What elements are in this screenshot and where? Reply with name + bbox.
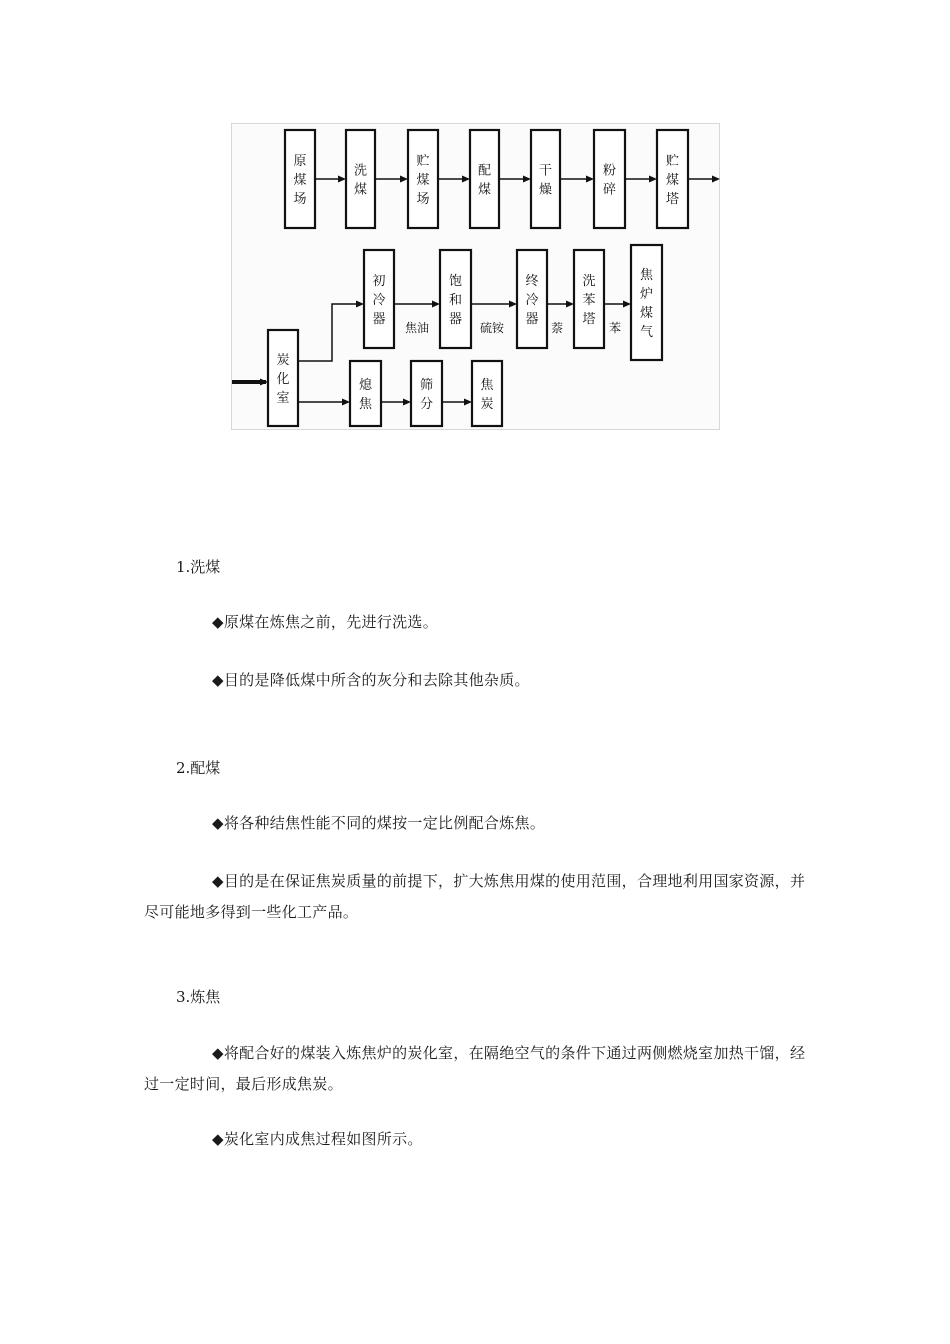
- box-carbonization-chamber: [268, 330, 298, 426]
- box-coal-blending-frame: [470, 130, 499, 228]
- box-coal-tower: [657, 130, 688, 228]
- box-coal-storage-yard-label: 贮煤场: [416, 154, 430, 207]
- arrow-row1-0-head: [338, 176, 346, 183]
- box-coke-quenching: [350, 361, 381, 426]
- box-coal-tower-label: 贮煤塔: [665, 154, 680, 207]
- box-coal-storage-yard: [408, 130, 438, 228]
- coking-item-1: ◆将配合好的煤装入炼焦炉的炭化室，在隔绝空气的条件下通过两侧燃烧室加热干馏，经过一定时间，最后形成焦炭。: [144, 1044, 806, 1093]
- box-primary-cooler: [364, 250, 394, 348]
- arrow-row1-4-head: [586, 176, 594, 183]
- edge-label-ammonium-sulfate: 硫铵: [479, 321, 505, 335]
- box-coal-blending-label: 配煤: [477, 163, 492, 198]
- arrow-row2-1-head: [509, 301, 517, 308]
- flow-diagram-canvas: [232, 124, 721, 431]
- box-saturator-label: 饱和器: [448, 274, 463, 327]
- box-coke-quenching-frame: [350, 361, 381, 426]
- edge-label-tar: 焦油: [404, 321, 430, 335]
- box-benzene-scrubber: [574, 250, 604, 348]
- wash-coal-item-1: ◆原煤在炼焦之前，先进行洗选。: [212, 613, 439, 631]
- section-heading-blend-coal: 2.配煤: [176, 759, 221, 777]
- box-primary-cooler-label: 初冷器: [372, 274, 386, 327]
- blend-coal-item-2: ◆目的是在保证焦炭质量的前提下，扩大炼焦用煤的使用范围，合理地利用国家资源，并尽可能地多得到一些化工产品。: [144, 872, 806, 921]
- box-coal-blending: [470, 130, 499, 228]
- arrow-row1-5-head: [649, 176, 657, 183]
- box-carbonization-chamber-label: 炭化室: [276, 353, 290, 406]
- arrow-row2-3-head: [623, 301, 631, 308]
- box-screening-frame: [411, 361, 442, 426]
- box-screening: [411, 361, 442, 426]
- arrow-row1-2-head: [462, 176, 470, 183]
- box-final-cooler: [517, 250, 547, 348]
- box-raw-coal-yard: [285, 130, 315, 228]
- coking-item-2: ◆炭化室内成焦过程如图所示。: [212, 1130, 423, 1148]
- edge-label-benzene: 苯: [608, 321, 622, 335]
- arrow-row1-3-head: [523, 176, 531, 183]
- box-screening-label: 筛分: [419, 378, 434, 412]
- box-coke-oven-gas-frame: [631, 245, 662, 360]
- box-coke-product-label: 焦炭: [480, 378, 494, 412]
- box-crushing: [594, 130, 625, 228]
- arrow-chamber-to-quenching-head: [342, 399, 350, 406]
- box-coke-oven-gas-label: 焦炉煤气: [639, 268, 654, 340]
- edge-label-naphthalene: 萘: [550, 321, 564, 335]
- gas-branch-head: [356, 301, 364, 308]
- box-coal-washing: [346, 130, 375, 228]
- box-crushing-frame: [594, 130, 625, 228]
- box-saturator: [440, 250, 471, 348]
- feed-line-head: [260, 379, 268, 386]
- arrow-row1-1-head: [400, 176, 408, 183]
- box-drying-frame: [531, 130, 560, 228]
- box-coke-product: [472, 361, 502, 426]
- arrow-row3-1-head: [464, 399, 472, 406]
- arrow-row2-2-head: [566, 301, 574, 308]
- box-coke-oven-gas: [631, 245, 662, 360]
- arrow-row2-0-head: [432, 301, 440, 308]
- box-drying: [531, 130, 560, 228]
- box-benzene-scrubber-label: 洗苯塔: [582, 274, 596, 327]
- box-coal-washing-frame: [346, 130, 375, 228]
- section-heading-coking: 3.炼焦: [176, 988, 221, 1006]
- arrow-row3-0-head: [403, 399, 411, 406]
- section-heading-wash-coal: 1.洗煤: [176, 558, 221, 576]
- box-coke-quenching-label: 熄焦: [358, 378, 373, 412]
- arrow-row1-out-head: [712, 176, 720, 183]
- box-final-cooler-label: 终冷器: [525, 274, 539, 327]
- box-drying-label: 干燥: [538, 163, 553, 198]
- gas-branch-line: [298, 304, 362, 361]
- box-coke-product-frame: [472, 361, 502, 426]
- wash-coal-item-2: ◆目的是降低煤中所含的灰分和去除其他杂质。: [212, 671, 530, 689]
- blend-coal-item-1: ◆将各种结焦性能不同的煤按一定比例配合炼焦。: [212, 814, 546, 832]
- coking-process-flow-diagram: [231, 123, 720, 430]
- box-coal-washing-label: 洗煤: [353, 163, 368, 198]
- box-crushing-label: 粉碎: [602, 163, 617, 198]
- box-raw-coal-yard-label: 原煤场: [293, 154, 307, 207]
